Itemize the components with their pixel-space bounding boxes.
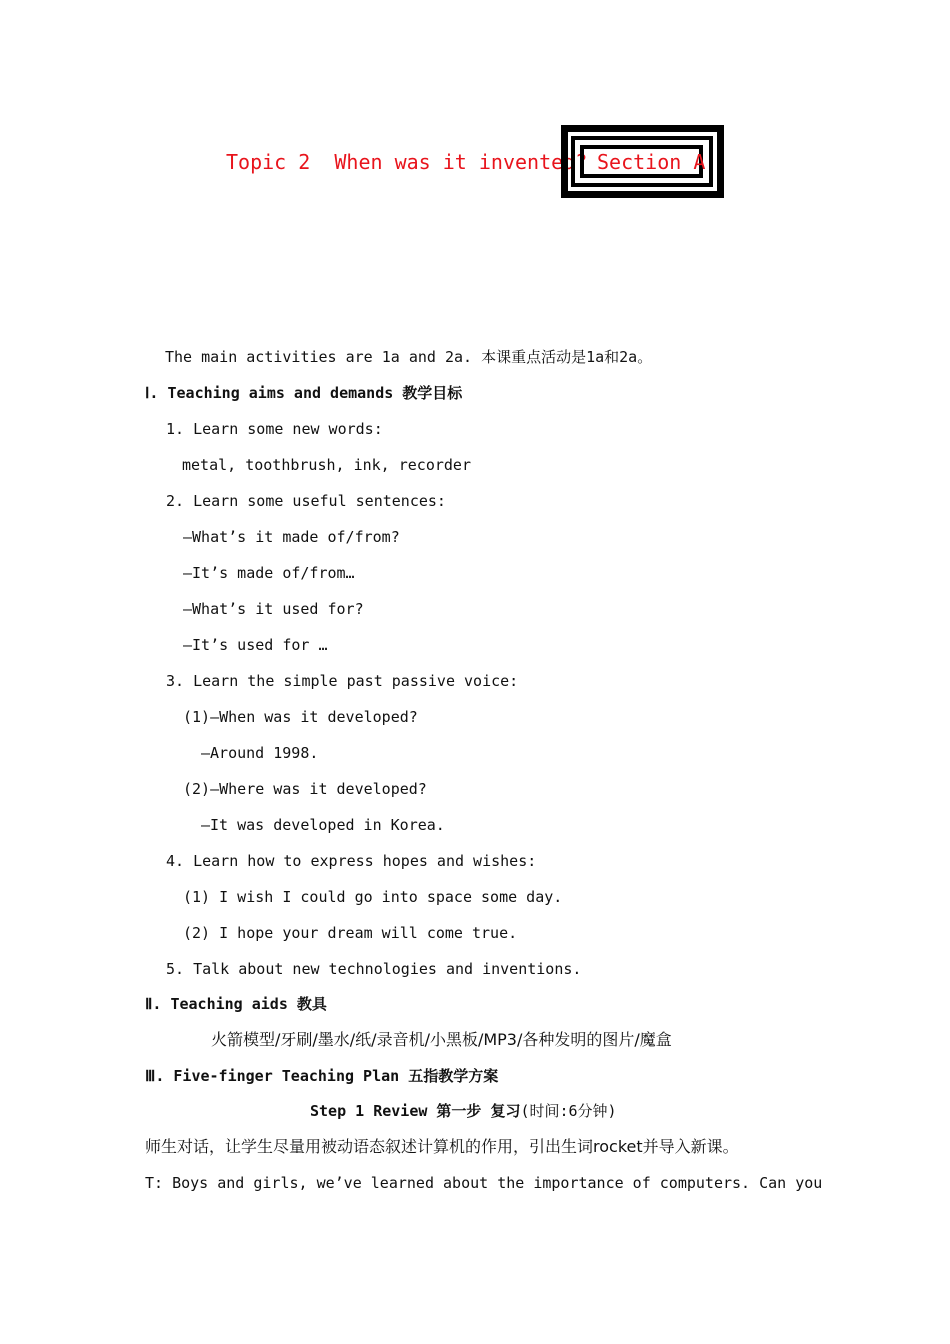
step-1-description: 师生对话，让学生尽量用被动语态叙述计算机的作用，引出生词rocket并导入新课。 [145, 1137, 739, 1156]
aim-item-5: 5. Talk about new technologies and inventions. [166, 960, 582, 978]
intro-line: The main activities are 1a and 2a. 本课重点活动是1a和2a。 [165, 348, 653, 366]
teaching-aids-list: 火箭模型/牙刷/墨水/纸/录音机/小黑板/MP3/各种发明的图片/魔盒 [211, 1030, 672, 1049]
passive-answer-1: —Around 1998. [201, 744, 319, 762]
passive-question-1: (1)—When was it developed? [183, 708, 418, 726]
aim-item-3: 3. Learn the simple past passive voice: [166, 672, 519, 690]
dialogue-line: T: Boys and girls, we’ve learned about the importance of computers. Can you [145, 1174, 823, 1192]
new-words-list: metal, toothbrush, ink, recorder [182, 456, 471, 474]
sentence-4: —It’s used for … [183, 636, 328, 654]
sentence-2: —It’s made of/from… [183, 564, 355, 582]
wish-example-2: (2) I hope your dream will come true. [183, 924, 518, 942]
wish-example-1: (1) I wish I could go into space some day. [183, 888, 563, 906]
aim-item-1: 1. Learn some new words: [166, 420, 383, 438]
title-topic: Topic 2 [226, 150, 311, 174]
sentence-1: —What’s it made of/from? [183, 528, 400, 546]
section-heading-teaching-plan: Ⅲ. Five-finger Teaching Plan 五指教学方案 [145, 1067, 499, 1085]
passive-answer-2: —It was developed in Korea. [201, 816, 445, 834]
page-title [226, 150, 587, 174]
step-1-heading [310, 1102, 617, 1120]
title-question: When was it invented? [334, 150, 588, 174]
section-heading-teaching-aids: Ⅱ. Teaching aids 教具 [145, 995, 327, 1013]
step-1-time: (时间:6分钟) [520, 1102, 617, 1120]
step-1-label: Step 1 Review 第一步 复习 [310, 1102, 521, 1120]
aim-item-2: 2. Learn some useful sentences: [166, 492, 446, 510]
aim-item-4: 4. Learn how to express hopes and wishes: [166, 852, 537, 870]
section-label: Section A [597, 150, 706, 174]
section-heading-teaching-aims: Ⅰ. Teaching aims and demands 教学目标 [145, 384, 463, 402]
sentence-3: —What’s it used for? [183, 600, 364, 618]
passive-question-2: (2)—Where was it developed? [183, 780, 427, 798]
